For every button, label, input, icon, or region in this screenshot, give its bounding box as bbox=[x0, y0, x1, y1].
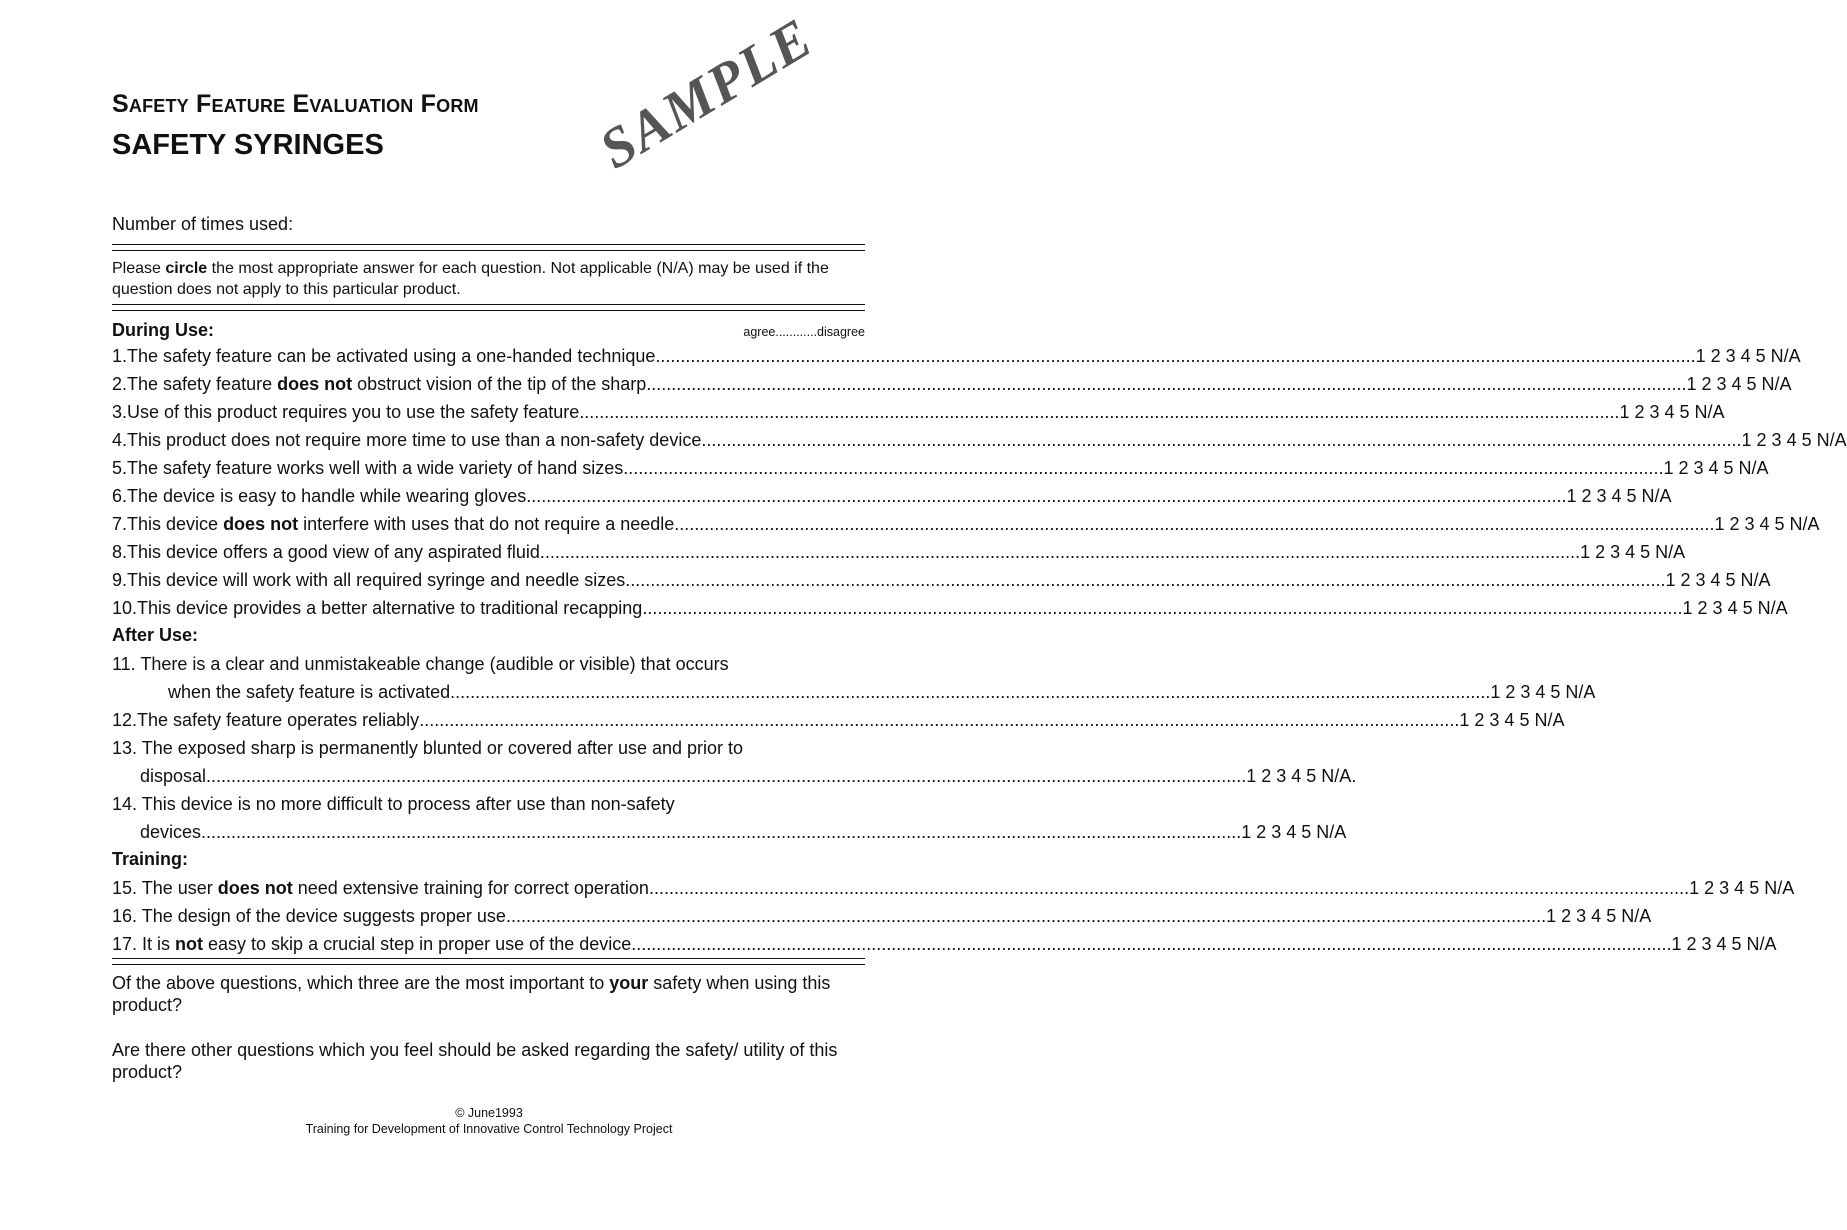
question-11: 11. There is a clear and unmistakeable change (audible or visible) that occurs when the safety feature is activated ..... 1 2 3 4 5 N/A bbox=[112, 653, 860, 703]
instructions: Please circle the most appropriate answer for each question. Not applicable (N/A) may be used if the question does not apply to this particular product. bbox=[112, 260, 829, 298]
rating-scale[interactable]: 1 2 3 4 5 N/A bbox=[1695, 346, 1801, 366]
closing-question-1: Of the above questions, which three are the most important to your safety when using this product? bbox=[112, 973, 831, 1015]
question-13: 13. The exposed sharp is permanently blunted or covered after use and prior to disposal ..... 1 2 3 4 5 N/A. bbox=[112, 737, 860, 787]
rating-scale[interactable]: 1 2 3 4 5 N/A bbox=[1686, 374, 1792, 394]
rating-scale[interactable]: 1 2 3 4 5 N/A bbox=[1665, 570, 1771, 590]
question-7: 7. This device does not interfere with uses that do not require a needle ..... 1 2 3 4 5 N/A bbox=[112, 513, 860, 535]
question-4: 4. This product does not require more time to use than a non-safety device ..... 1 2 3 4 5 N/A bbox=[112, 429, 860, 451]
rating-scale[interactable]: 1 2 3 4 5 N/A bbox=[1619, 402, 1725, 422]
question-6: 6. The device is easy to handle while wearing gloves ..... 1 2 3 4 5 N/A bbox=[112, 485, 860, 507]
rating-scale[interactable]: 1 2 3 4 5 N/A bbox=[1580, 542, 1686, 562]
form-title: Safety Feature Evaluation Form bbox=[112, 90, 479, 118]
divider bbox=[112, 304, 865, 311]
footer-project: Training for Development of Innovative Control Technology Project bbox=[305, 1122, 673, 1136]
rating-scale[interactable]: 1 2 3 4 5 N/A bbox=[1459, 710, 1565, 730]
rating-scale[interactable]: 1 2 3 4 5 N/A bbox=[1714, 514, 1820, 534]
divider bbox=[112, 958, 865, 965]
rating-scale[interactable]: 1 2 3 4 5 N/A. bbox=[1246, 766, 1357, 786]
question-15: 15. The user does not need extensive training for correct operation ..... 1 2 3 4 5 N/A bbox=[112, 877, 860, 899]
rating-scale[interactable]: 1 2 3 4 5 N/A bbox=[1689, 878, 1795, 898]
section-heading-during-use: During Use: bbox=[112, 320, 215, 340]
question-14: 14. This device is no more difficult to process after use than non-safety devices ..... 1 2 3 4 5 N/A bbox=[112, 793, 860, 843]
section-heading-after-use: After Use: bbox=[112, 625, 199, 645]
rating-scale[interactable]: 1 2 3 4 5 N/A bbox=[1682, 598, 1788, 618]
question-2: 2. The safety feature does not obstruct vision of the tip of the sharp ..... 1 2 3 4 5 N/A bbox=[112, 373, 860, 395]
page-title: SAFETY SYRINGES bbox=[112, 129, 384, 161]
rating-scale[interactable]: 1 2 3 4 5 N/A bbox=[1241, 822, 1347, 842]
question-9: 9. This device will work with all required syringe and needle sizes ..... 1 2 3 4 5 N/A bbox=[112, 569, 860, 591]
divider bbox=[112, 244, 865, 251]
question-17: 17. It is not easy to skip a crucial step in proper use of the device ..... 1 2 3 4 5 N/A bbox=[112, 933, 860, 955]
question-8: 8. This device offers a good view of any aspirated fluid ..... 1 2 3 4 5 N/A bbox=[112, 541, 860, 563]
question-5: 5. The safety feature works well with a wide variety of hand sizes ..... 1 2 3 4 5 N/A bbox=[112, 457, 860, 479]
rating-scale[interactable]: 1 2 3 4 5 N/A bbox=[1741, 430, 1847, 450]
rating-scale[interactable]: 1 2 3 4 5 N/A bbox=[1490, 682, 1596, 702]
question-12: 12.The safety feature operates reliably ..... 1 2 3 4 5 N/A bbox=[112, 709, 860, 731]
sample-watermark: SAMPLE bbox=[589, 6, 824, 182]
footer-copyright: © June1993 bbox=[455, 1106, 523, 1120]
question-10: 10. This device provides a better alternative to traditional recapping ..... 1 2 3 4 5 N/A bbox=[112, 597, 860, 619]
scale-legend: agree............disagree bbox=[743, 325, 865, 339]
question-1: 1. The safety feature can be activated using a one-handed technique ..... 1 2 3 4 5 N/A bbox=[112, 345, 860, 367]
rating-scale[interactable]: 1 2 3 4 5 N/A bbox=[1566, 486, 1672, 506]
section-heading-training: Training: bbox=[112, 849, 188, 869]
closing-question-2: Are there other questions which you feel should be asked regarding the safety/ utility of this product? bbox=[112, 1040, 838, 1082]
times-used-label: Number of times used: bbox=[112, 214, 294, 234]
question-16: 16. The design of the device suggests proper use ..... 1 2 3 4 5 N/A bbox=[112, 905, 860, 927]
rating-scale[interactable]: 1 2 3 4 5 N/A bbox=[1546, 906, 1652, 926]
rating-scale[interactable]: 1 2 3 4 5 N/A bbox=[1663, 458, 1769, 478]
rating-scale[interactable]: 1 2 3 4 5 N/A bbox=[1671, 934, 1777, 954]
question-3: 3. Use of this product requires you to use the safety feature ..... 1 2 3 4 5 N/A bbox=[112, 401, 860, 423]
